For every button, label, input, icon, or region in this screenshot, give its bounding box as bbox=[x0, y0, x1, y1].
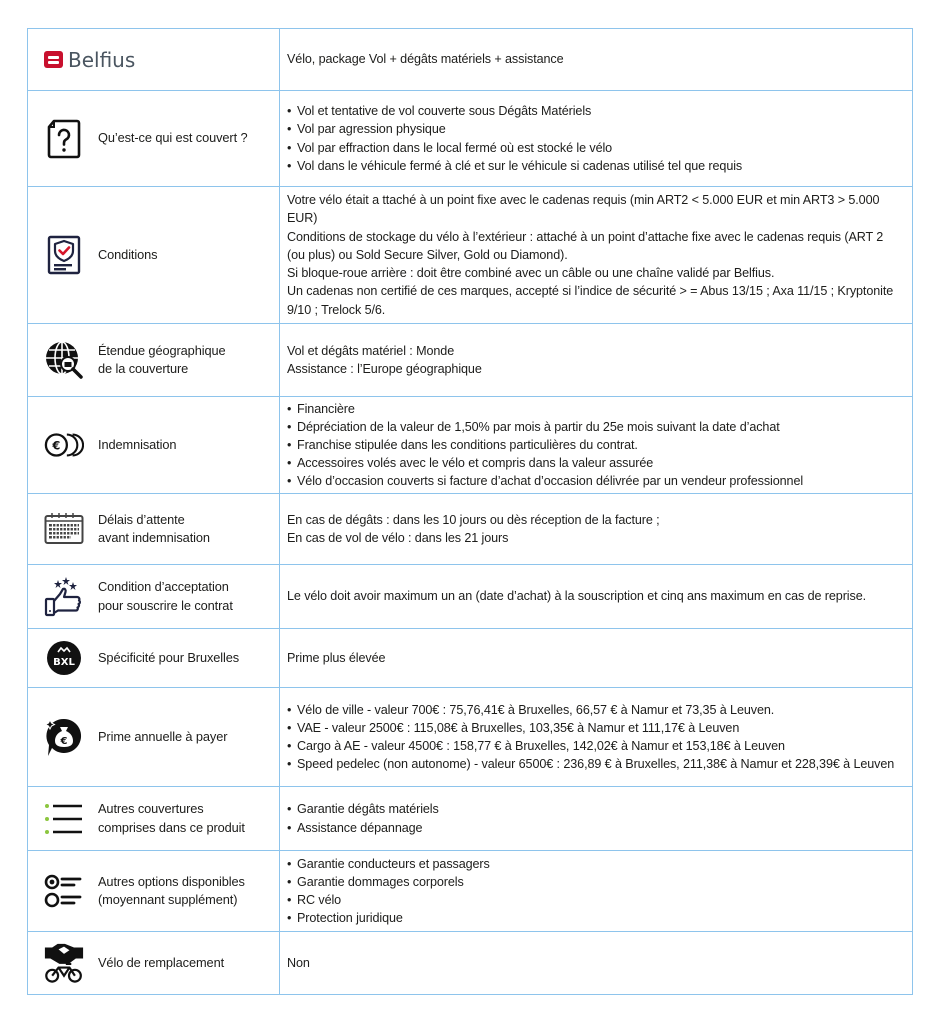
row-value-cell bbox=[280, 851, 912, 931]
list-item: • Dépréciation de la valeur de 1,50% par mois à partir du 25e mois suivant la date d’achat bbox=[287, 418, 904, 436]
shield-check-document-icon bbox=[44, 235, 84, 275]
list-item: • Vélo d’occasion couverts si facture d’achat d’occasion délivrée par un vendeur professionnel bbox=[287, 472, 904, 490]
list-item: • Assistance dépannage bbox=[287, 819, 904, 837]
bullet-list bbox=[287, 102, 904, 175]
belfius-logo bbox=[44, 48, 135, 72]
table-row-acceptance bbox=[28, 564, 912, 628]
row-value-cell bbox=[280, 324, 912, 396]
row-label: Spécificité pour Bruxelles bbox=[98, 649, 240, 665]
list-item: • Franchise stipulée dans les conditions particulières du contrat. bbox=[287, 436, 904, 454]
list-item: • Financière bbox=[287, 400, 904, 418]
list-item: • Protection juridique bbox=[287, 909, 904, 927]
row-value-cell bbox=[280, 629, 912, 687]
table-row-annual-premium bbox=[28, 687, 912, 786]
table-row-waiting-period bbox=[28, 493, 912, 564]
text-line: Non bbox=[287, 955, 310, 970]
row-label-cell bbox=[28, 324, 280, 396]
text-line: Le vélo doit avoir maximum un an (date d’achat) à la souscription et cinq ans maximum en cas de reprise. bbox=[287, 589, 866, 604]
row-value-cell bbox=[280, 565, 912, 628]
text-line: Prime plus élevée bbox=[287, 650, 386, 665]
bullet-list bbox=[287, 701, 904, 774]
row-label: (moyennant supplément) bbox=[98, 892, 238, 907]
row-label: Délais d’attente bbox=[98, 511, 185, 527]
euro-coins-icon bbox=[44, 425, 84, 465]
row-value-cell bbox=[280, 187, 912, 323]
row-label: Condition d’acceptation bbox=[98, 579, 229, 594]
brand-name: Belfius bbox=[68, 47, 136, 72]
text-line: Votre vélo était a ttaché à un point fixe avec le cadenas requis (min ART2 < 5.000 EUR et min ART3 > 5.000 EUR) bbox=[287, 193, 880, 226]
table-row-other-coverages bbox=[28, 786, 912, 850]
header-row bbox=[28, 29, 912, 90]
text-line: En cas de dégâts : dans les 10 jours ou dès réception de la facture ; bbox=[287, 512, 660, 527]
bxl-badge-icon bbox=[44, 638, 84, 678]
row-label: Conditions bbox=[98, 246, 158, 262]
row-value-cell bbox=[280, 494, 912, 564]
bullet-list bbox=[287, 400, 904, 491]
list-item: • Vol par effraction dans le local fermé où est stocké le vélo bbox=[287, 139, 904, 157]
coverage-table bbox=[27, 28, 913, 995]
svg-text:€: € bbox=[52, 438, 61, 453]
list-item: • Speed pedelec (non autonome) - valeur 6500€ : 236,89 € à Bruxelles, 211,38€ à Namur et 228,39€ à Leuven bbox=[287, 755, 904, 773]
bullet-list-icon bbox=[44, 799, 84, 839]
row-label: Prime annuelle à payer bbox=[98, 728, 228, 744]
row-value-cell bbox=[280, 397, 912, 493]
row-label-cell bbox=[28, 494, 280, 564]
list-item: • Garantie dommages corporels bbox=[287, 873, 904, 891]
list-item: • Cargo à AE - valeur 4500€ : 158,77 € à Bruxelles, 142,02€ à Namur et 153,18€ à Leuven bbox=[287, 737, 904, 755]
document-question-icon bbox=[44, 119, 84, 159]
calendar-icon bbox=[44, 509, 84, 549]
row-label: de la couverture bbox=[98, 361, 189, 376]
row-label-cell bbox=[28, 851, 280, 931]
row-label-cell bbox=[28, 932, 280, 994]
list-item: • Garantie dégâts matériels bbox=[287, 800, 904, 818]
row-label: Autres options disponibles bbox=[98, 873, 245, 889]
svg-text:BXL: BXL bbox=[53, 657, 75, 668]
row-label: Autres couvertures bbox=[98, 801, 204, 816]
list-item: • Vol et tentative de vol couverte sous Dégâts Matériels bbox=[287, 102, 904, 120]
globe-search-icon bbox=[44, 340, 84, 380]
row-label: comprises dans ce produit bbox=[98, 819, 245, 835]
row-value-cell bbox=[280, 787, 912, 850]
row-value-cell bbox=[280, 688, 912, 786]
list-item: • Accessoires volés avec le vélo et compris dans la valeur assurée bbox=[287, 454, 904, 472]
row-label: Étendue géographique bbox=[98, 342, 226, 358]
table-row-other-options bbox=[28, 850, 912, 931]
row-label-cell bbox=[28, 91, 280, 186]
row-label: pour souscrire le contrat bbox=[98, 597, 233, 613]
list-item: • Garantie conducteurs et passagers bbox=[287, 855, 904, 873]
table-row-coverage bbox=[28, 90, 912, 186]
money-bag-euro-icon bbox=[44, 717, 84, 757]
row-label-cell bbox=[28, 688, 280, 786]
text-line: Si bloque-roue arrière : doit être combiné avec un câble ou une chaîne validé par Belfius. bbox=[287, 266, 775, 281]
brand-cell bbox=[28, 29, 280, 90]
radio-options-icon bbox=[44, 871, 84, 911]
row-value-cell bbox=[280, 91, 912, 186]
table-row-replacement-bike bbox=[28, 931, 912, 994]
svg-text:€: € bbox=[60, 736, 68, 747]
row-label: Indemnisation bbox=[98, 436, 177, 452]
row-label-cell bbox=[28, 397, 280, 493]
row-label: Vélo de remplacement bbox=[98, 954, 225, 970]
belfius-logo-icon bbox=[44, 51, 63, 68]
text-line: Conditions de stockage du vélo à l’extérieur : attaché à un point d’attache fixe avec le cadenas requis (ART 2 (ou plus) ou Sold Secure Silver, Gold ou Diamond). bbox=[287, 229, 884, 262]
list-item: • RC vélo bbox=[287, 891, 904, 909]
bullet-list bbox=[287, 800, 904, 836]
list-item: • VAE - valeur 2500€ : 115,08€ à Bruxelles, 103,35€ à Namur et 111,17€ à Leuven bbox=[287, 719, 904, 737]
row-label: Qu’est-ce qui est couvert ? bbox=[98, 130, 248, 146]
row-label-cell bbox=[28, 629, 280, 687]
row-label-cell bbox=[28, 565, 280, 628]
list-item: • Vélo de ville - valeur 700€ : 75,76,41€ à Bruxelles, 66,57 € à Namur et 73,35 à Leuven. bbox=[287, 701, 904, 719]
text-line: Assistance : l’Europe géographique bbox=[287, 362, 482, 376]
row-label: avant indemnisation bbox=[98, 530, 210, 545]
thumbs-up-stars-icon bbox=[44, 577, 84, 617]
row-value-cell bbox=[280, 932, 912, 994]
row-label-cell bbox=[28, 187, 280, 323]
table-row-brussels bbox=[28, 628, 912, 687]
table-row-conditions bbox=[28, 186, 912, 323]
text-line: Vol et dégâts matériel : Monde bbox=[287, 343, 455, 358]
list-item: • Vol par agression physique bbox=[287, 120, 904, 138]
table-row-indemnisation bbox=[28, 396, 912, 493]
bullet-list bbox=[287, 855, 904, 928]
row-label-cell bbox=[28, 787, 280, 850]
table-row-geographic-scope bbox=[28, 323, 912, 396]
text-line: En cas de vol de vélo : dans les 21 jours bbox=[287, 531, 509, 545]
handshake-bicycle-icon bbox=[44, 943, 84, 983]
product-title: Vélo, package Vol + dégâts matériels + assistance bbox=[287, 52, 564, 67]
text-line: Un cadenas non certifié de ces marques, accepté si l’indice de sécurité > = Abus 13/15 ; Axa 11/15 ; Kryptonite 9/10 ; Trelock 5/6. bbox=[287, 284, 894, 317]
list-item: • Vol dans le véhicule fermé à clé et sur le véhicule si cadenas utilisé tel que requis bbox=[287, 157, 904, 175]
product-title-cell bbox=[280, 29, 912, 90]
